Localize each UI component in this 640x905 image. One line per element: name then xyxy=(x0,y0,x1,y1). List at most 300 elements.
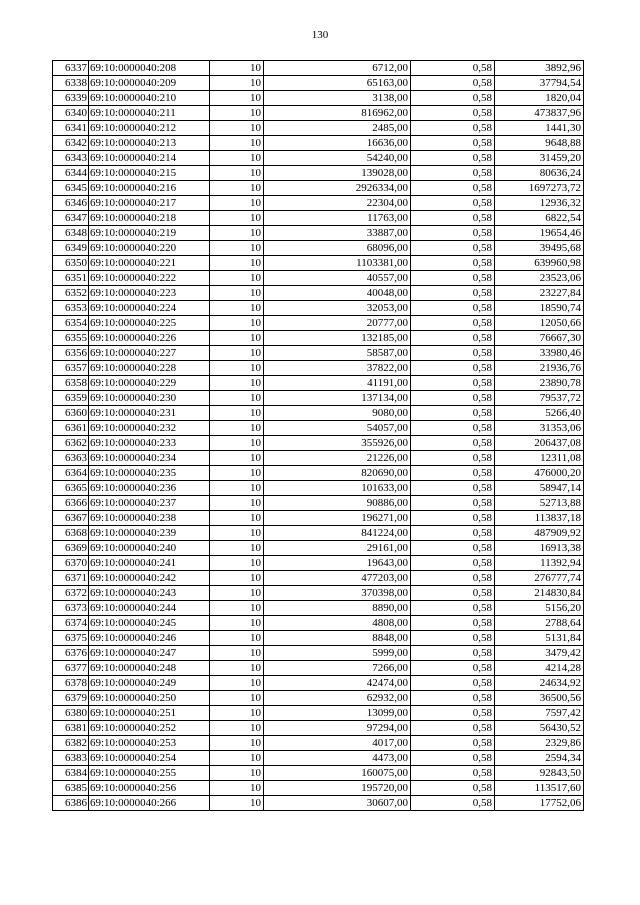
rate-value-cell: 0,58 xyxy=(411,211,495,226)
table-row xyxy=(53,691,584,706)
cadastral-number-cell: 69:10:0000040:213 xyxy=(89,136,210,151)
rate-value-cell: 0,58 xyxy=(411,106,495,121)
cadastral-number-cell: 69:10:0000040:236 xyxy=(89,481,210,496)
rate-value-cell: 0,58 xyxy=(411,196,495,211)
table-row xyxy=(53,766,584,781)
table-row xyxy=(53,571,584,586)
category-code-cell: 10 xyxy=(210,796,264,811)
rate-value-cell: 0,58 xyxy=(411,661,495,676)
cadastral-number-cell: 69:10:0000040:233 xyxy=(89,436,210,451)
rate-value-cell: 0,58 xyxy=(411,526,495,541)
computed-value-cell: 76667,30 xyxy=(495,331,584,346)
computed-value-cell: 3892,96 xyxy=(495,61,584,76)
rate-value-cell: 0,58 xyxy=(411,646,495,661)
rate-value-cell: 0,58 xyxy=(411,601,495,616)
category-code-cell: 10 xyxy=(210,571,264,586)
area-value-cell: 30607,00 xyxy=(264,796,411,811)
table-row xyxy=(53,271,584,286)
category-code-cell: 10 xyxy=(210,556,264,571)
cadastral-number-cell: 69:10:0000040:266 xyxy=(89,796,210,811)
table-row xyxy=(53,616,584,631)
row-number-cell: 6370 xyxy=(53,556,89,571)
cadastral-number-cell: 69:10:0000040:240 xyxy=(89,541,210,556)
area-value-cell: 820690,00 xyxy=(264,466,411,481)
cadastral-number-cell: 69:10:0000040:214 xyxy=(89,151,210,166)
table-row xyxy=(53,481,584,496)
row-number-cell: 6341 xyxy=(53,121,89,136)
category-code-cell: 10 xyxy=(210,91,264,106)
category-code-cell: 10 xyxy=(210,451,264,466)
cadastral-number-cell: 69:10:0000040:234 xyxy=(89,451,210,466)
rate-value-cell: 0,58 xyxy=(411,436,495,451)
table-row xyxy=(53,331,584,346)
table-row xyxy=(53,361,584,376)
table-row xyxy=(53,466,584,481)
cadastral-number-cell: 69:10:0000040:223 xyxy=(89,286,210,301)
row-number-cell: 6383 xyxy=(53,751,89,766)
row-number-cell: 6362 xyxy=(53,436,89,451)
computed-value-cell: 11392,94 xyxy=(495,556,584,571)
category-code-cell: 10 xyxy=(210,226,264,241)
table-row xyxy=(53,136,584,151)
table-row xyxy=(53,586,584,601)
cadastral-number-cell: 69:10:0000040:227 xyxy=(89,346,210,361)
rate-value-cell: 0,58 xyxy=(411,571,495,586)
table-row xyxy=(53,496,584,511)
category-code-cell: 10 xyxy=(210,736,264,751)
computed-value-cell: 5156,20 xyxy=(495,601,584,616)
rate-value-cell: 0,58 xyxy=(411,256,495,271)
area-value-cell: 139028,00 xyxy=(264,166,411,181)
cadastral-number-cell: 69:10:0000040:243 xyxy=(89,586,210,601)
area-value-cell: 58587,00 xyxy=(264,346,411,361)
rate-value-cell: 0,58 xyxy=(411,736,495,751)
rate-value-cell: 0,58 xyxy=(411,796,495,811)
rate-value-cell: 0,58 xyxy=(411,541,495,556)
cadastral-number-cell: 69:10:0000040:247 xyxy=(89,646,210,661)
row-number-cell: 6342 xyxy=(53,136,89,151)
rate-value-cell: 0,58 xyxy=(411,151,495,166)
cadastral-number-cell: 69:10:0000040:251 xyxy=(89,706,210,721)
row-number-cell: 6384 xyxy=(53,766,89,781)
area-value-cell: 32053,00 xyxy=(264,301,411,316)
computed-value-cell: 17752,06 xyxy=(495,796,584,811)
table-row xyxy=(53,391,584,406)
page-number: 130 xyxy=(311,29,329,41)
area-value-cell: 13099,00 xyxy=(264,706,411,721)
area-value-cell: 33887,00 xyxy=(264,226,411,241)
category-code-cell: 10 xyxy=(210,391,264,406)
row-number-cell: 6352 xyxy=(53,286,89,301)
rate-value-cell: 0,58 xyxy=(411,301,495,316)
rate-value-cell: 0,58 xyxy=(411,496,495,511)
area-value-cell: 20777,00 xyxy=(264,316,411,331)
computed-value-cell: 473837,96 xyxy=(495,106,584,121)
area-value-cell: 37822,00 xyxy=(264,361,411,376)
cadastral-number-cell: 69:10:0000040:238 xyxy=(89,511,210,526)
row-number-cell: 6359 xyxy=(53,391,89,406)
area-value-cell: 41191,00 xyxy=(264,376,411,391)
category-code-cell: 10 xyxy=(210,766,264,781)
rate-value-cell: 0,58 xyxy=(411,316,495,331)
cadastral-number-cell: 69:10:0000040:209 xyxy=(89,76,210,91)
row-number-cell: 6373 xyxy=(53,601,89,616)
table-row xyxy=(53,721,584,736)
cadastral-number-cell: 69:10:0000040:228 xyxy=(89,361,210,376)
area-value-cell: 68096,00 xyxy=(264,241,411,256)
row-number-cell: 6339 xyxy=(53,91,89,106)
cadastral-number-cell: 69:10:0000040:220 xyxy=(89,241,210,256)
computed-value-cell: 214830,84 xyxy=(495,586,584,601)
table-row xyxy=(53,211,584,226)
cadastral-number-cell: 69:10:0000040:252 xyxy=(89,721,210,736)
area-value-cell: 9080,00 xyxy=(264,406,411,421)
row-number-cell: 6361 xyxy=(53,421,89,436)
area-value-cell: 196271,00 xyxy=(264,511,411,526)
category-code-cell: 10 xyxy=(210,526,264,541)
rate-value-cell: 0,58 xyxy=(411,676,495,691)
computed-value-cell: 16913,38 xyxy=(495,541,584,556)
area-value-cell: 21226,00 xyxy=(264,451,411,466)
rate-value-cell: 0,58 xyxy=(411,451,495,466)
cadastral-number-cell: 69:10:0000040:222 xyxy=(89,271,210,286)
table-row xyxy=(53,226,584,241)
area-value-cell: 841224,00 xyxy=(264,526,411,541)
table-row xyxy=(53,676,584,691)
land-registry-table xyxy=(52,60,584,811)
table-row xyxy=(53,301,584,316)
computed-value-cell: 1820,04 xyxy=(495,91,584,106)
computed-value-cell: 12936,32 xyxy=(495,196,584,211)
table-row xyxy=(53,646,584,661)
cadastral-number-cell: 69:10:0000040:241 xyxy=(89,556,210,571)
row-number-cell: 6385 xyxy=(53,781,89,796)
area-value-cell: 8890,00 xyxy=(264,601,411,616)
cadastral-number-cell: 69:10:0000040:218 xyxy=(89,211,210,226)
table-row xyxy=(53,286,584,301)
area-value-cell: 54057,00 xyxy=(264,421,411,436)
row-number-cell: 6381 xyxy=(53,721,89,736)
rate-value-cell: 0,58 xyxy=(411,421,495,436)
row-number-cell: 6367 xyxy=(53,511,89,526)
category-code-cell: 10 xyxy=(210,271,264,286)
row-number-cell: 6376 xyxy=(53,646,89,661)
category-code-cell: 10 xyxy=(210,151,264,166)
rate-value-cell: 0,58 xyxy=(411,691,495,706)
row-number-cell: 6347 xyxy=(53,211,89,226)
area-value-cell: 8848,00 xyxy=(264,631,411,646)
category-code-cell: 10 xyxy=(210,706,264,721)
table-row xyxy=(53,61,584,76)
rate-value-cell: 0,58 xyxy=(411,181,495,196)
category-code-cell: 10 xyxy=(210,286,264,301)
area-value-cell: 97294,00 xyxy=(264,721,411,736)
rate-value-cell: 0,58 xyxy=(411,76,495,91)
rate-value-cell: 0,58 xyxy=(411,721,495,736)
row-number-cell: 6379 xyxy=(53,691,89,706)
rate-value-cell: 0,58 xyxy=(411,136,495,151)
row-number-cell: 6356 xyxy=(53,346,89,361)
category-code-cell: 10 xyxy=(210,61,264,76)
computed-value-cell: 80636,24 xyxy=(495,166,584,181)
rate-value-cell: 0,58 xyxy=(411,631,495,646)
computed-value-cell: 487909,92 xyxy=(495,526,584,541)
rate-value-cell: 0,58 xyxy=(411,331,495,346)
row-number-cell: 6349 xyxy=(53,241,89,256)
category-code-cell: 10 xyxy=(210,661,264,676)
computed-value-cell: 206437,08 xyxy=(495,436,584,451)
area-value-cell: 54240,00 xyxy=(264,151,411,166)
table-row xyxy=(53,706,584,721)
rate-value-cell: 0,58 xyxy=(411,616,495,631)
cadastral-number-cell: 69:10:0000040:256 xyxy=(89,781,210,796)
row-number-cell: 6386 xyxy=(53,796,89,811)
computed-value-cell: 5131,84 xyxy=(495,631,584,646)
category-code-cell: 10 xyxy=(210,751,264,766)
table-row xyxy=(53,751,584,766)
rate-value-cell: 0,58 xyxy=(411,271,495,286)
cadastral-number-cell: 69:10:0000040:217 xyxy=(89,196,210,211)
table-row xyxy=(53,796,584,811)
computed-value-cell: 12050,66 xyxy=(495,316,584,331)
computed-value-cell: 2329,86 xyxy=(495,736,584,751)
rate-value-cell: 0,58 xyxy=(411,781,495,796)
area-value-cell: 40557,00 xyxy=(264,271,411,286)
computed-value-cell: 6822,54 xyxy=(495,211,584,226)
area-value-cell: 22304,00 xyxy=(264,196,411,211)
area-value-cell: 62932,00 xyxy=(264,691,411,706)
row-number-cell: 6348 xyxy=(53,226,89,241)
area-value-cell: 5999,00 xyxy=(264,646,411,661)
table-row xyxy=(53,346,584,361)
computed-value-cell: 2788,64 xyxy=(495,616,584,631)
computed-value-cell: 5266,40 xyxy=(495,406,584,421)
category-code-cell: 10 xyxy=(210,361,264,376)
cadastral-number-cell: 69:10:0000040:212 xyxy=(89,121,210,136)
computed-value-cell: 33980,46 xyxy=(495,346,584,361)
table-row xyxy=(53,166,584,181)
computed-value-cell: 7597,42 xyxy=(495,706,584,721)
category-code-cell: 10 xyxy=(210,406,264,421)
rate-value-cell: 0,58 xyxy=(411,466,495,481)
area-value-cell: 137134,00 xyxy=(264,391,411,406)
category-code-cell: 10 xyxy=(210,256,264,271)
category-code-cell: 10 xyxy=(210,121,264,136)
area-value-cell: 4017,00 xyxy=(264,736,411,751)
area-value-cell: 40048,00 xyxy=(264,286,411,301)
area-value-cell: 7266,00 xyxy=(264,661,411,676)
category-code-cell: 10 xyxy=(210,436,264,451)
area-value-cell: 11763,00 xyxy=(264,211,411,226)
rate-value-cell: 0,58 xyxy=(411,556,495,571)
row-number-cell: 6360 xyxy=(53,406,89,421)
row-number-cell: 6374 xyxy=(53,616,89,631)
rate-value-cell: 0,58 xyxy=(411,361,495,376)
row-number-cell: 6344 xyxy=(53,166,89,181)
table-row xyxy=(53,631,584,646)
category-code-cell: 10 xyxy=(210,586,264,601)
area-value-cell: 160075,00 xyxy=(264,766,411,781)
rate-value-cell: 0,58 xyxy=(411,61,495,76)
row-number-cell: 6378 xyxy=(53,676,89,691)
computed-value-cell: 1441,30 xyxy=(495,121,584,136)
cadastral-number-cell: 69:10:0000040:235 xyxy=(89,466,210,481)
row-number-cell: 6365 xyxy=(53,481,89,496)
category-code-cell: 10 xyxy=(210,241,264,256)
area-value-cell: 132185,00 xyxy=(264,331,411,346)
category-code-cell: 10 xyxy=(210,181,264,196)
category-code-cell: 10 xyxy=(210,481,264,496)
table-row xyxy=(53,76,584,91)
category-code-cell: 10 xyxy=(210,316,264,331)
category-code-cell: 10 xyxy=(210,511,264,526)
computed-value-cell: 24634,92 xyxy=(495,676,584,691)
row-number-cell: 6351 xyxy=(53,271,89,286)
table-row xyxy=(53,256,584,271)
area-value-cell: 16636,00 xyxy=(264,136,411,151)
row-number-cell: 6382 xyxy=(53,736,89,751)
computed-value-cell: 58947,14 xyxy=(495,481,584,496)
computed-value-cell: 31353,06 xyxy=(495,421,584,436)
cadastral-number-cell: 69:10:0000040:216 xyxy=(89,181,210,196)
table-row xyxy=(53,601,584,616)
area-value-cell: 1103381,00 xyxy=(264,256,411,271)
computed-value-cell: 3479,42 xyxy=(495,646,584,661)
cadastral-number-cell: 69:10:0000040:210 xyxy=(89,91,210,106)
computed-value-cell: 4214,28 xyxy=(495,661,584,676)
table-row xyxy=(53,196,584,211)
category-code-cell: 10 xyxy=(210,166,264,181)
area-value-cell: 370398,00 xyxy=(264,586,411,601)
row-number-cell: 6346 xyxy=(53,196,89,211)
rate-value-cell: 0,58 xyxy=(411,241,495,256)
table-body xyxy=(53,61,584,811)
area-value-cell: 195720,00 xyxy=(264,781,411,796)
row-number-cell: 6338 xyxy=(53,76,89,91)
table-row xyxy=(53,421,584,436)
category-code-cell: 10 xyxy=(210,301,264,316)
computed-value-cell: 18590,74 xyxy=(495,301,584,316)
table-row xyxy=(53,241,584,256)
row-number-cell: 6371 xyxy=(53,571,89,586)
row-number-cell: 6372 xyxy=(53,586,89,601)
row-number-cell: 6357 xyxy=(53,361,89,376)
computed-value-cell: 23227,84 xyxy=(495,286,584,301)
category-code-cell: 10 xyxy=(210,631,264,646)
computed-value-cell: 9648,88 xyxy=(495,136,584,151)
rate-value-cell: 0,58 xyxy=(411,511,495,526)
rate-value-cell: 0,58 xyxy=(411,91,495,106)
table-row xyxy=(53,91,584,106)
row-number-cell: 6366 xyxy=(53,496,89,511)
category-code-cell: 10 xyxy=(210,616,264,631)
category-code-cell: 10 xyxy=(210,196,264,211)
row-number-cell: 6340 xyxy=(53,106,89,121)
table-row xyxy=(53,151,584,166)
computed-value-cell: 39495,68 xyxy=(495,241,584,256)
computed-value-cell: 2594,34 xyxy=(495,751,584,766)
row-number-cell: 6337 xyxy=(53,61,89,76)
computed-value-cell: 113837,18 xyxy=(495,511,584,526)
area-value-cell: 477203,00 xyxy=(264,571,411,586)
cadastral-number-cell: 69:10:0000040:226 xyxy=(89,331,210,346)
table-row xyxy=(53,451,584,466)
cadastral-number-cell: 69:10:0000040:224 xyxy=(89,301,210,316)
area-value-cell: 101633,00 xyxy=(264,481,411,496)
row-number-cell: 6353 xyxy=(53,301,89,316)
category-code-cell: 10 xyxy=(210,211,264,226)
rate-value-cell: 0,58 xyxy=(411,376,495,391)
row-number-cell: 6363 xyxy=(53,451,89,466)
table-row xyxy=(53,736,584,751)
category-code-cell: 10 xyxy=(210,76,264,91)
category-code-cell: 10 xyxy=(210,676,264,691)
cadastral-number-cell: 69:10:0000040:232 xyxy=(89,421,210,436)
category-code-cell: 10 xyxy=(210,421,264,436)
area-value-cell: 4473,00 xyxy=(264,751,411,766)
rate-value-cell: 0,58 xyxy=(411,751,495,766)
area-value-cell: 3138,00 xyxy=(264,91,411,106)
area-value-cell: 42474,00 xyxy=(264,676,411,691)
category-code-cell: 10 xyxy=(210,721,264,736)
rate-value-cell: 0,58 xyxy=(411,121,495,136)
table-row xyxy=(53,541,584,556)
computed-value-cell: 1697273,72 xyxy=(495,181,584,196)
category-code-cell: 10 xyxy=(210,781,264,796)
row-number-cell: 6364 xyxy=(53,466,89,481)
row-number-cell: 6343 xyxy=(53,151,89,166)
table-row xyxy=(53,511,584,526)
cadastral-number-cell: 69:10:0000040:208 xyxy=(89,61,210,76)
computed-value-cell: 276777,74 xyxy=(495,571,584,586)
row-number-cell: 6345 xyxy=(53,181,89,196)
table-row xyxy=(53,121,584,136)
computed-value-cell: 21936,76 xyxy=(495,361,584,376)
category-code-cell: 10 xyxy=(210,466,264,481)
computed-value-cell: 92843,50 xyxy=(495,766,584,781)
area-value-cell: 90886,00 xyxy=(264,496,411,511)
cadastral-number-cell: 69:10:0000040:239 xyxy=(89,526,210,541)
cadastral-number-cell: 69:10:0000040:242 xyxy=(89,571,210,586)
computed-value-cell: 12311,08 xyxy=(495,451,584,466)
category-code-cell: 10 xyxy=(210,691,264,706)
table-row xyxy=(53,406,584,421)
computed-value-cell: 19654,46 xyxy=(495,226,584,241)
computed-value-cell: 23890,78 xyxy=(495,376,584,391)
rate-value-cell: 0,58 xyxy=(411,226,495,241)
rate-value-cell: 0,58 xyxy=(411,586,495,601)
rate-value-cell: 0,58 xyxy=(411,391,495,406)
row-number-cell: 6377 xyxy=(53,661,89,676)
cadastral-number-cell: 69:10:0000040:215 xyxy=(89,166,210,181)
cadastral-number-cell: 69:10:0000040:231 xyxy=(89,406,210,421)
computed-value-cell: 23523,06 xyxy=(495,271,584,286)
table-row xyxy=(53,781,584,796)
computed-value-cell: 639960,98 xyxy=(495,256,584,271)
area-value-cell: 355926,00 xyxy=(264,436,411,451)
cadastral-number-cell: 69:10:0000040:255 xyxy=(89,766,210,781)
category-code-cell: 10 xyxy=(210,331,264,346)
category-code-cell: 10 xyxy=(210,541,264,556)
rate-value-cell: 0,58 xyxy=(411,406,495,421)
cadastral-number-cell: 69:10:0000040:249 xyxy=(89,676,210,691)
rate-value-cell: 0,58 xyxy=(411,286,495,301)
rate-value-cell: 0,58 xyxy=(411,706,495,721)
computed-value-cell: 31459,20 xyxy=(495,151,584,166)
cadastral-number-cell: 69:10:0000040:219 xyxy=(89,226,210,241)
row-number-cell: 6358 xyxy=(53,376,89,391)
row-number-cell: 6354 xyxy=(53,316,89,331)
